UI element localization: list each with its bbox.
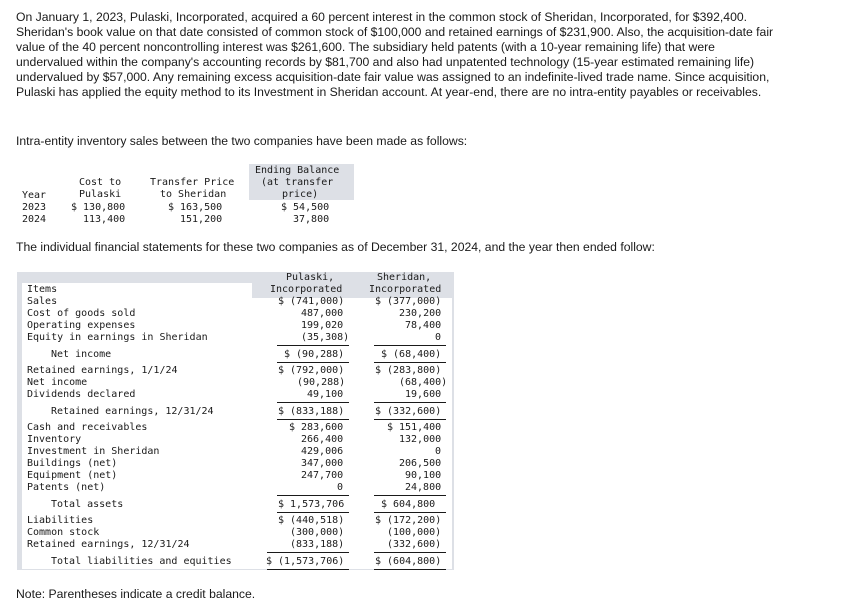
- intra-entity-text: Intra-entity inventory sales between the two companies have been made as follows:: [16, 134, 468, 148]
- inv-transfer-2024: 151,200: [180, 214, 223, 225]
- row-pulaski-equipment: 247,700: [301, 470, 344, 481]
- financial-statements-table: [17, 272, 454, 570]
- row-sheridan-total-liabilities-equities: $ (604,800): [375, 556, 442, 567]
- row-sheridan-dividends: 19,600: [405, 389, 442, 400]
- row-label-opex: Operating expenses: [27, 320, 136, 331]
- row-sheridan-investment: 0: [435, 446, 442, 457]
- row-label-equity-earnings: Equity in earnings in Sheridan: [27, 332, 208, 343]
- row-label-sales: Sales: [27, 296, 58, 307]
- row-label-common-stock: Common stock: [27, 527, 100, 538]
- row-label-cogs: Cost of goods sold: [27, 308, 136, 319]
- row-sheridan-patents: 24,800: [405, 482, 442, 493]
- row-sheridan-net-income-2: (68,400): [399, 377, 448, 388]
- row-pulaski-equity-earnings: (35,308): [301, 332, 350, 343]
- row-pulaski-total-assets: $ 1,573,706: [278, 499, 345, 510]
- row-label-total-liabilities-equities: Total liabilities and equities: [51, 556, 232, 567]
- row-sheridan-common-stock: (100,000): [387, 527, 442, 538]
- row-sheridan-opex: 78,400: [405, 320, 442, 331]
- row-pulaski-net-income: $ (90,288): [284, 349, 345, 360]
- row-pulaski-net-income-2: (90,288): [297, 377, 346, 388]
- credit-balance-note: Note: Parentheses indicate a credit balance.: [16, 587, 256, 601]
- row-label-buildings: Buildings (net): [27, 458, 118, 469]
- row-pulaski-investment: 429,006: [301, 446, 344, 457]
- row-sheridan-equity-earnings: 0: [435, 332, 442, 343]
- inv-cost-2023: $ 130,800: [71, 202, 126, 213]
- row-sheridan-cogs: 230,200: [399, 308, 442, 319]
- row-label-re-ending-2: Retained earnings, 12/31/24: [27, 539, 190, 550]
- row-label-re-ending: Retained earnings, 12/31/24: [51, 406, 214, 417]
- pulaski-header-line2: Incorporated: [270, 284, 343, 295]
- row-sheridan-cash: $ 151,400: [387, 422, 442, 433]
- row-pulaski-patents: 0: [337, 482, 344, 493]
- row-pulaski-liabilities: $ (440,518): [278, 515, 345, 526]
- row-pulaski-sales: $ (741,000): [278, 296, 345, 307]
- intro-paragraph: On January 1, 2023, Pulaski, Incorporated, acquired a 60 percent interest in the common stock of Sheridan, Incorporated, for $392,400. Sheridan's book value on that date consisted of common stock of $100,000 and retained earnings of $231,900. Also, the acquisition-date fair value of the 40 percent noncontrolling interest was $261,600. The subsidiary held patents (with a 10-year remaining life) that were undervalued within the company's accounting records by $81,700 and also had unpatented technology (15-year estimated remaining life) undervalued by $57,000. Any remaining excess acquisition-date fair value was assigned to an indefinite-lived trade name. Since acquisition, Pulaski has applied the equity method to its Investment in Sheridan account. At year-end, there are no intra-entity payables or receivables.: [16, 10, 774, 100]
- row-sheridan-net-income: $ (68,400): [381, 349, 442, 360]
- inv-year-2023: 2023: [22, 202, 47, 213]
- row-sheridan-re-ending: $ (332,600): [375, 406, 442, 417]
- row-pulaski-inventory: 266,400: [301, 434, 344, 445]
- row-label-dividends: Dividends declared: [27, 389, 136, 400]
- row-label-investment: Investment in Sheridan: [27, 446, 160, 457]
- row-sheridan-re-ending-2: (332,600): [387, 539, 442, 550]
- year-header: Year: [22, 190, 47, 201]
- sheridan-header-line2: Incorporated: [369, 284, 442, 295]
- row-label-liabilities: Liabilities: [27, 515, 94, 526]
- ending-header-line2: (at transfer: [261, 177, 334, 188]
- row-label-patents: Patents (net): [27, 482, 106, 493]
- sheridan-header-line1: Sheridan,: [377, 272, 432, 283]
- row-sheridan-re-beginning: $ (283,800): [375, 365, 442, 376]
- row-pulaski-cash: $ 283,600: [289, 422, 344, 433]
- row-sheridan-buildings: 206,500: [399, 458, 442, 469]
- inv-cost-2024: 113,400: [83, 214, 126, 225]
- transfer-header-line2: to Sheridan: [160, 189, 227, 200]
- ending-header-line1: Ending Balance: [255, 165, 340, 176]
- row-sheridan-total-assets: $ 604,800: [381, 499, 436, 510]
- row-label-cash: Cash and receivables: [27, 422, 148, 433]
- row-pulaski-re-ending: $ (833,188): [278, 406, 345, 417]
- row-pulaski-re-ending-2: (833,188): [290, 539, 345, 550]
- row-pulaski-opex: 199,020: [301, 320, 344, 331]
- row-label-total-assets: Total assets: [51, 499, 124, 510]
- row-sheridan-inventory: 132,000: [399, 434, 442, 445]
- inv-transfer-2023: $ 163,500: [168, 202, 223, 213]
- row-pulaski-re-beginning: $ (792,000): [278, 365, 345, 376]
- row-label-net-income-2: Net income: [27, 377, 88, 388]
- inv-ending-2023: $ 54,500: [281, 202, 330, 213]
- row-pulaski-common-stock: (300,000): [290, 527, 345, 538]
- items-header: Items: [27, 284, 58, 295]
- row-pulaski-buildings: 347,000: [301, 458, 344, 469]
- row-sheridan-sales: $ (377,000): [375, 296, 442, 307]
- cost-header-line1: Cost to: [79, 177, 122, 188]
- row-label-equipment: Equipment (net): [27, 470, 118, 481]
- row-sheridan-liabilities: $ (172,200): [375, 515, 442, 526]
- pulaski-header-line1: Pulaski,: [286, 272, 335, 283]
- row-pulaski-cogs: 487,000: [301, 308, 344, 319]
- row-label-net-income: Net income: [51, 349, 112, 360]
- row-pulaski-dividends: 49,100: [307, 389, 344, 400]
- inv-year-2024: 2024: [22, 214, 47, 225]
- row-label-inventory: Inventory: [27, 434, 82, 445]
- row-label-re-beginning: Retained earnings, 1/1/24: [27, 365, 178, 376]
- transfer-header-line1: Transfer Price: [150, 177, 235, 188]
- ending-header-line3: price): [282, 189, 319, 200]
- row-sheridan-equipment: 90,100: [405, 470, 442, 481]
- statements-intro-text: The individual financial statements for these two companies as of December 31, 2024, and the year then ended follow:: [16, 240, 655, 254]
- inv-ending-2024: 37,800: [293, 214, 330, 225]
- cost-header-line2: Pulaski: [79, 189, 122, 200]
- row-pulaski-total-liabilities-equities: $ (1,573,706): [266, 556, 345, 567]
